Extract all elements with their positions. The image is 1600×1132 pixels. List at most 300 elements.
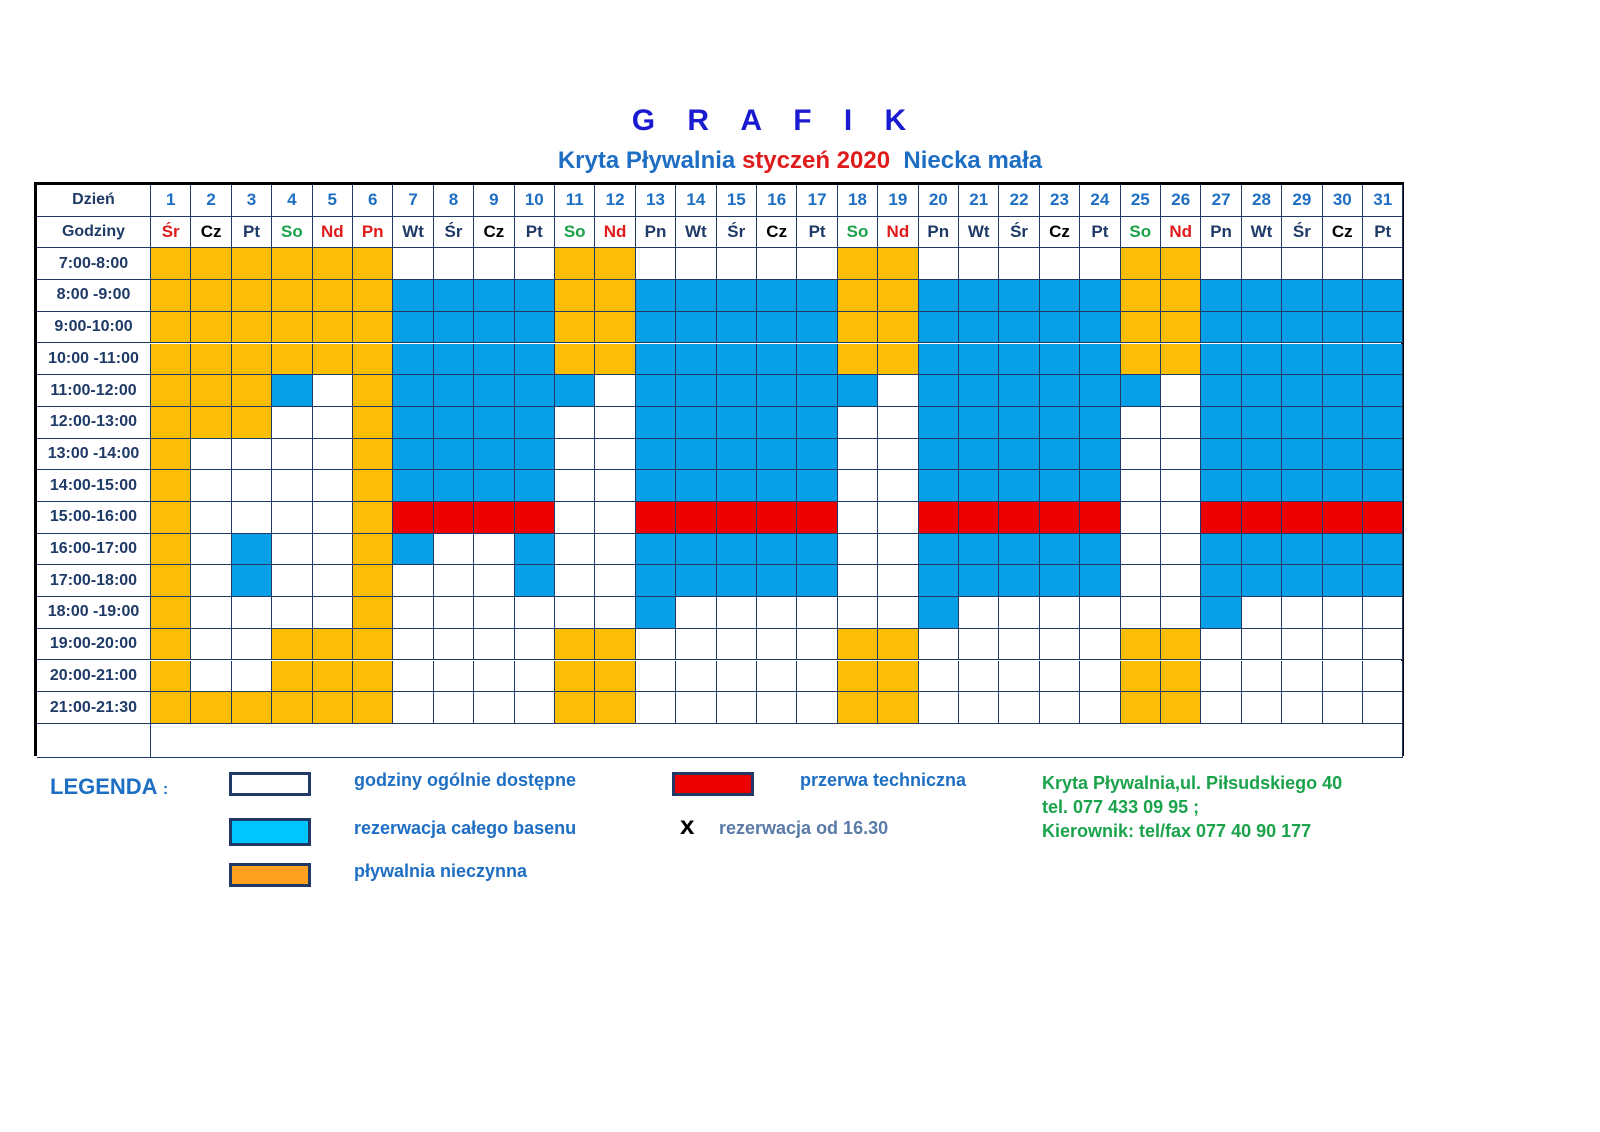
schedule-cell [595, 439, 635, 471]
schedule-cell [474, 248, 514, 280]
schedule-cell [555, 692, 595, 724]
schedule-cell [1363, 597, 1403, 629]
schedule-cell [191, 344, 231, 376]
schedule-cell [353, 344, 393, 376]
schedule-cell [595, 629, 635, 661]
schedule-cell [676, 344, 716, 376]
hour-label: 13:00 -14:00 [37, 439, 151, 471]
schedule-cell [313, 248, 353, 280]
schedule-cell [434, 407, 474, 439]
schedule-cell [393, 375, 433, 407]
schedule-cell [151, 439, 191, 471]
schedule-cell [757, 439, 797, 471]
schedule-cell [1282, 597, 1322, 629]
schedule-cell [393, 661, 433, 693]
schedule-cell [1040, 597, 1080, 629]
schedule-cell [919, 470, 959, 502]
schedule-cell [838, 661, 878, 693]
schedule-cell [757, 312, 797, 344]
schedule-cell [1242, 629, 1282, 661]
schedule-cell [1201, 629, 1241, 661]
schedule-cell [555, 534, 595, 566]
contact-address: Kryta Pływalnia,ul. Piłsudskiego 40 [1042, 773, 1343, 793]
schedule-cell [919, 344, 959, 376]
schedule-cell [1121, 375, 1161, 407]
schedule-cell [1121, 534, 1161, 566]
day-number: 20 [919, 185, 959, 217]
schedule-cell [1242, 248, 1282, 280]
schedule-cell [959, 661, 999, 693]
schedule-cell [1363, 280, 1403, 312]
schedule-cell [474, 661, 514, 693]
schedule-cell [1323, 470, 1363, 502]
schedule-cell [1363, 629, 1403, 661]
schedule-cell [1282, 470, 1322, 502]
schedule-cell [272, 280, 312, 312]
schedule-cell [1201, 470, 1241, 502]
schedule-cell [1242, 280, 1282, 312]
schedule-cell [555, 248, 595, 280]
schedule-cell [1040, 248, 1080, 280]
schedule-cell [515, 661, 555, 693]
legend-swatch-available [229, 772, 311, 796]
schedule-cell [353, 312, 393, 344]
day-number: 3 [232, 185, 272, 217]
schedule-cell [636, 597, 676, 629]
schedule-cell [838, 565, 878, 597]
day-number: 9 [474, 185, 514, 217]
schedule-cell [797, 280, 837, 312]
schedule-cell [595, 661, 635, 693]
schedule-cell [555, 597, 595, 629]
schedule-cell [797, 375, 837, 407]
schedule-cell [838, 692, 878, 724]
legend-title [50, 774, 168, 800]
schedule-cell [999, 439, 1039, 471]
schedule-cell [1161, 280, 1201, 312]
schedule-cell [313, 534, 353, 566]
schedule-cell [313, 280, 353, 312]
schedule-cell [1201, 248, 1241, 280]
schedule-cell [1161, 439, 1201, 471]
schedule-cell [676, 502, 716, 534]
schedule-cell [838, 280, 878, 312]
schedule-cell [474, 375, 514, 407]
schedule-cell [393, 502, 433, 534]
schedule-cell [717, 629, 757, 661]
day-number: 29 [1282, 185, 1322, 217]
schedule-cell [1282, 661, 1322, 693]
schedule-cell [999, 692, 1039, 724]
schedule-cell [959, 534, 999, 566]
weekday-label: Śr [434, 217, 474, 249]
schedule-cell [1161, 470, 1201, 502]
schedule-cell [191, 629, 231, 661]
schedule-cell [515, 248, 555, 280]
contact-info [1042, 771, 1342, 843]
schedule-cell [393, 407, 433, 439]
schedule-cell [474, 597, 514, 629]
schedule-cell [999, 312, 1039, 344]
schedule-cell [1121, 439, 1161, 471]
schedule-cell [636, 248, 676, 280]
schedule-cell [1040, 629, 1080, 661]
schedule-cell [1282, 629, 1322, 661]
day-number: 5 [313, 185, 353, 217]
schedule-cell [757, 248, 797, 280]
weekday-label: Pn [636, 217, 676, 249]
schedule-cell [1080, 280, 1120, 312]
schedule-cell [393, 534, 433, 566]
schedule-cell [232, 597, 272, 629]
schedule-cell [555, 439, 595, 471]
schedule-cell [1363, 565, 1403, 597]
schedule-cell [878, 597, 918, 629]
schedule-cell [636, 692, 676, 724]
weekday-label: Pn [353, 217, 393, 249]
schedule-cell [393, 470, 433, 502]
schedule-cell [999, 248, 1039, 280]
schedule-cell [878, 565, 918, 597]
schedule-cell [1323, 565, 1363, 597]
schedule-cell [999, 565, 1039, 597]
weekday-label: So [555, 217, 595, 249]
schedule-cell [1323, 280, 1363, 312]
weekday-label: Pt [1363, 217, 1403, 249]
legend-swatch-technical [672, 772, 754, 796]
schedule-cell [595, 597, 635, 629]
day-number: 27 [1201, 185, 1241, 217]
contact-manager: Kierownik: tel/fax 077 40 90 177 [1042, 821, 1312, 841]
schedule-cell [797, 534, 837, 566]
schedule-cell [1121, 248, 1161, 280]
schedule-cell [757, 565, 797, 597]
schedule-cell [676, 439, 716, 471]
schedule-cell [151, 629, 191, 661]
schedule-cell [1282, 534, 1322, 566]
legend-x-mark: x [680, 810, 695, 840]
schedule-cell [151, 597, 191, 629]
schedule-cell [1080, 534, 1120, 566]
schedule-cell [676, 692, 716, 724]
schedule-cell [959, 312, 999, 344]
schedule-cell [434, 629, 474, 661]
schedule-cell [636, 629, 676, 661]
schedule-cell [393, 692, 433, 724]
schedule-cell [878, 692, 918, 724]
schedule-cell [1080, 407, 1120, 439]
schedule-cell [838, 502, 878, 534]
schedule-cell [434, 312, 474, 344]
schedule-cell [1282, 439, 1322, 471]
schedule-cell [636, 312, 676, 344]
schedule-cell [636, 502, 676, 534]
schedule-cell [797, 502, 837, 534]
schedule-cell [757, 502, 797, 534]
schedule-cell [555, 407, 595, 439]
weekday-label: So [838, 217, 878, 249]
subtitle-facility: Kryta Pływalnia [557, 147, 736, 174]
footer-label-cell [37, 724, 151, 758]
hour-label: 7:00-8:00 [37, 248, 151, 280]
schedule-cell [1363, 312, 1403, 344]
schedule-cell [959, 248, 999, 280]
schedule-cell [313, 692, 353, 724]
schedule-cell [313, 502, 353, 534]
schedule-cell [515, 470, 555, 502]
schedule-cell [1201, 692, 1241, 724]
schedule-cell [1040, 375, 1080, 407]
weekday-label: Pt [515, 217, 555, 249]
schedule-cell [1323, 661, 1363, 693]
schedule-cell [878, 661, 918, 693]
schedule-cell [1363, 470, 1403, 502]
schedule-cell [797, 629, 837, 661]
schedule-cell [878, 375, 918, 407]
schedule-cell [232, 344, 272, 376]
schedule-cell [151, 407, 191, 439]
day-number: 17 [797, 185, 837, 217]
schedule-cell [434, 439, 474, 471]
schedule-cell [676, 470, 716, 502]
schedule-cell [1040, 565, 1080, 597]
hour-label: 9:00-10:00 [37, 312, 151, 344]
weekday-label: So [1121, 217, 1161, 249]
schedule-cell [1080, 692, 1120, 724]
schedule-cell [515, 629, 555, 661]
schedule-cell [232, 312, 272, 344]
schedule-cell [1161, 502, 1201, 534]
schedule-cell [1282, 312, 1322, 344]
schedule-cell [878, 470, 918, 502]
schedule-cell [1242, 565, 1282, 597]
schedule-cell [1121, 344, 1161, 376]
schedule-cell [353, 661, 393, 693]
schedule-cell [797, 439, 837, 471]
schedule-cell [838, 534, 878, 566]
day-number: 7 [393, 185, 433, 217]
schedule-cell [595, 565, 635, 597]
schedule-cell [191, 534, 231, 566]
schedule-cell [272, 565, 312, 597]
schedule-cell [1080, 661, 1120, 693]
weekday-label: Nd [313, 217, 353, 249]
weekday-label: Pn [919, 217, 959, 249]
schedule-cell [1282, 502, 1322, 534]
weekday-label: Pt [797, 217, 837, 249]
schedule-cell [1201, 502, 1241, 534]
schedule-cell [878, 280, 918, 312]
schedule-cell [1282, 407, 1322, 439]
schedule-cell [555, 661, 595, 693]
hours-header-label: Godziny [37, 217, 151, 249]
legend-label-available: godziny ogólnie dostępne [354, 770, 576, 790]
schedule-cell [797, 312, 837, 344]
schedule-cell [757, 692, 797, 724]
schedule-cell [999, 597, 1039, 629]
schedule-cell [919, 280, 959, 312]
schedule-cell [474, 565, 514, 597]
schedule-cell [959, 280, 999, 312]
schedule-cell [717, 470, 757, 502]
schedule-cell [595, 470, 635, 502]
schedule-cell [555, 312, 595, 344]
schedule-cell [191, 439, 231, 471]
schedule-cell [838, 597, 878, 629]
schedule-cell [757, 407, 797, 439]
schedule-cell [1201, 375, 1241, 407]
schedule-cell [1121, 280, 1161, 312]
schedule-cell [1242, 692, 1282, 724]
schedule-cell [717, 280, 757, 312]
schedule-cell [717, 375, 757, 407]
schedule-cell [1323, 629, 1363, 661]
schedule-cell [919, 692, 959, 724]
schedule-cell [717, 692, 757, 724]
schedule-cell [1161, 375, 1201, 407]
schedule-cell [919, 597, 959, 629]
schedule-cell [1121, 692, 1161, 724]
schedule-cell [474, 344, 514, 376]
schedule-cell [151, 280, 191, 312]
schedule-cell [636, 344, 676, 376]
schedule-cell [797, 661, 837, 693]
schedule-cell [272, 502, 312, 534]
weekday-label: So [272, 217, 312, 249]
schedule-cell [999, 661, 1039, 693]
schedule-cell [838, 470, 878, 502]
schedule-cell [232, 248, 272, 280]
weekday-label: Cz [191, 217, 231, 249]
schedule-cell [474, 534, 514, 566]
hour-label: 20:00-21:00 [37, 661, 151, 693]
schedule-cell [676, 534, 716, 566]
schedule-cell [474, 280, 514, 312]
hour-label: 15:00-16:00 [37, 502, 151, 534]
weekday-label: Pt [232, 217, 272, 249]
schedule-cell [1242, 661, 1282, 693]
schedule-cell [878, 407, 918, 439]
schedule-cell [1282, 344, 1322, 376]
schedule-cell [1040, 534, 1080, 566]
weekday-label: Śr [1282, 217, 1322, 249]
schedule-cell [515, 407, 555, 439]
schedule-cell [1282, 280, 1322, 312]
schedule-cell [1363, 375, 1403, 407]
schedule-cell [313, 344, 353, 376]
schedule-cell [1040, 470, 1080, 502]
legend-title-text: LEGENDA [50, 774, 157, 799]
schedule-cell [272, 407, 312, 439]
weekday-label: Nd [595, 217, 635, 249]
schedule-cell [1363, 439, 1403, 471]
schedule-cell [191, 280, 231, 312]
schedule-cell [636, 565, 676, 597]
schedule-cell [1201, 565, 1241, 597]
schedule-cell [717, 248, 757, 280]
schedule-cell [1080, 629, 1120, 661]
schedule-cell [151, 375, 191, 407]
schedule-cell [272, 534, 312, 566]
schedule-cell [959, 692, 999, 724]
schedule-cell [393, 280, 433, 312]
schedule-cell [474, 312, 514, 344]
schedule-cell [515, 280, 555, 312]
schedule-cell [919, 375, 959, 407]
day-number: 13 [636, 185, 676, 217]
schedule-cell [353, 565, 393, 597]
schedule-cell [919, 312, 959, 344]
schedule-cell [838, 344, 878, 376]
schedule-cell [636, 470, 676, 502]
schedule-cell [474, 502, 514, 534]
schedule-cell [1080, 344, 1120, 376]
schedule-cell [515, 534, 555, 566]
schedule-cell [636, 534, 676, 566]
schedule-cell [353, 280, 393, 312]
schedule-cell [757, 470, 797, 502]
schedule-cell [353, 692, 393, 724]
day-number: 8 [434, 185, 474, 217]
schedule-cell [1161, 312, 1201, 344]
schedule-cell [838, 439, 878, 471]
schedule-cell [1080, 565, 1120, 597]
schedule-cell [1363, 248, 1403, 280]
schedule-cell [151, 502, 191, 534]
schedule-cell [434, 248, 474, 280]
schedule-cell [353, 534, 393, 566]
day-number: 28 [1242, 185, 1282, 217]
schedule-cell [757, 661, 797, 693]
schedule-cell [1080, 375, 1120, 407]
schedule-cell [636, 375, 676, 407]
day-number: 15 [717, 185, 757, 217]
schedule-cell [1323, 439, 1363, 471]
schedule-cell [797, 248, 837, 280]
schedule-cell [1121, 661, 1161, 693]
schedule-cell [797, 597, 837, 629]
schedule-cell [878, 248, 918, 280]
schedule-cell [999, 470, 1039, 502]
schedule-cell [313, 312, 353, 344]
schedule-cell [151, 534, 191, 566]
schedule-cell [474, 439, 514, 471]
schedule-cell [1242, 375, 1282, 407]
schedule-cell [1242, 407, 1282, 439]
schedule-cell [717, 534, 757, 566]
schedule-cell [434, 502, 474, 534]
schedule-cell [313, 597, 353, 629]
schedule-cell [474, 692, 514, 724]
schedule-cell [999, 629, 1039, 661]
schedule-cell [191, 407, 231, 439]
schedule-cell [919, 439, 959, 471]
schedule-cell [1363, 692, 1403, 724]
schedule-cell [1040, 407, 1080, 439]
schedule-cell [797, 407, 837, 439]
schedule-cell [595, 312, 635, 344]
schedule-cell [1282, 375, 1322, 407]
schedule-cell [1201, 280, 1241, 312]
schedule-cell [232, 407, 272, 439]
schedule-cell [1323, 248, 1363, 280]
schedule-cell [959, 502, 999, 534]
legend-label-x: rezerwacja od 16.30 [719, 818, 889, 838]
schedule-cell [1242, 502, 1282, 534]
day-number: 14 [676, 185, 716, 217]
schedule-cell [191, 470, 231, 502]
schedule-cell [232, 565, 272, 597]
